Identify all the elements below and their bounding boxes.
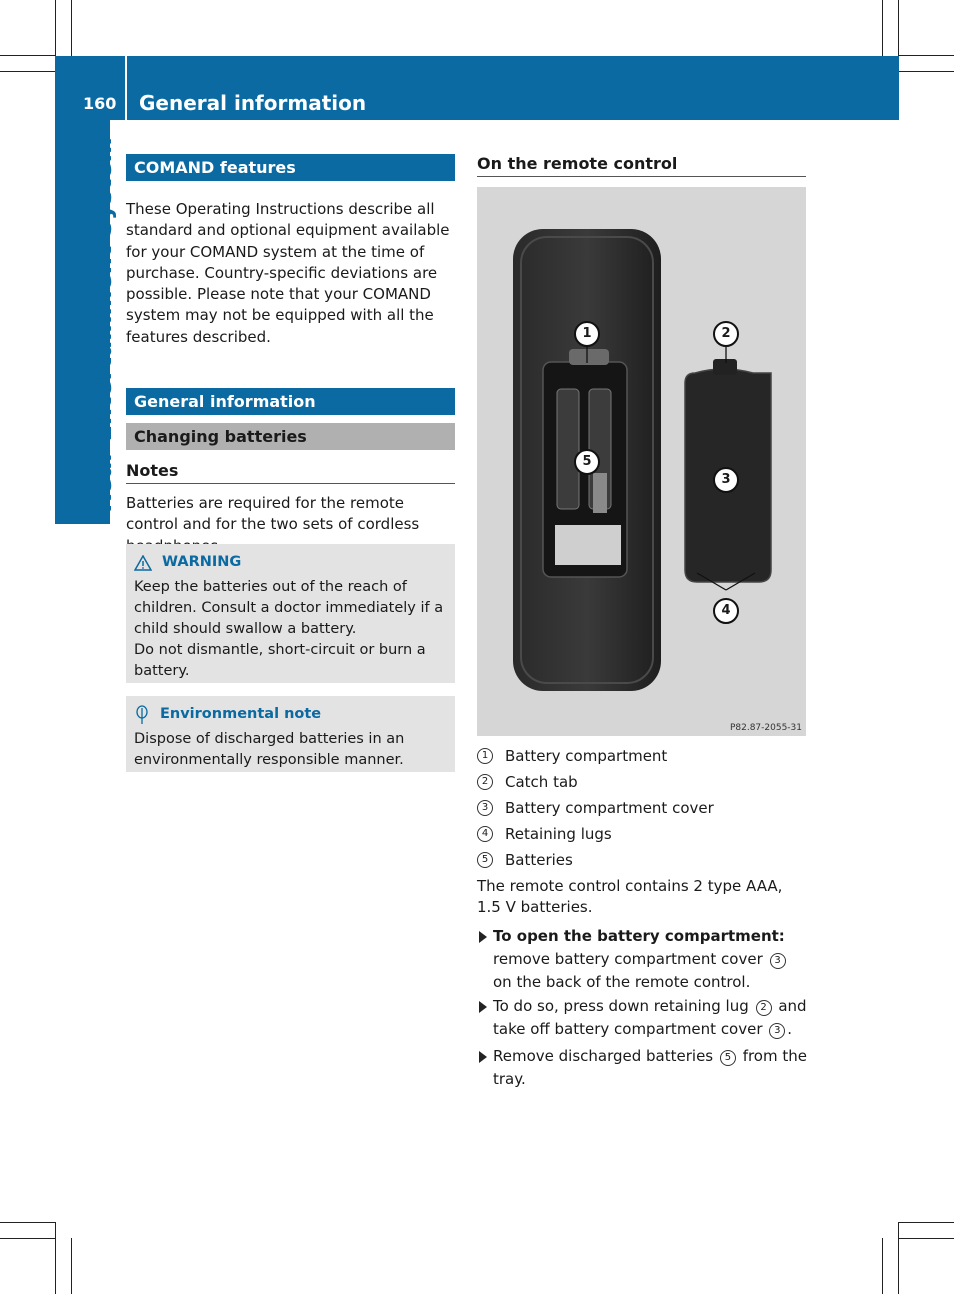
crop-mark	[898, 1222, 899, 1294]
inline-ref: 5	[720, 1050, 736, 1066]
environmental-note-text: Dispose of discharged batteries in an environmentally responsible manner.	[134, 731, 405, 768]
crop-mark	[882, 1238, 883, 1294]
step-text: from the tray.	[493, 1047, 807, 1088]
crop-mark	[71, 0, 72, 56]
crop-mark	[55, 1222, 56, 1294]
inline-ref: 3	[770, 953, 786, 969]
callout-2: 2	[713, 321, 739, 347]
step-title: To open the battery compartment:	[493, 927, 785, 945]
callout-3: 3	[713, 467, 739, 493]
crop-mark	[898, 71, 954, 72]
crop-mark	[898, 55, 954, 56]
legend-text: Battery compartment	[505, 747, 668, 765]
step-press-lug	[477, 995, 807, 1041]
section-bar-general: General information	[126, 388, 455, 415]
section-bar-comand: COMAND features	[126, 154, 455, 181]
crop-mark	[898, 1222, 954, 1223]
warning-label: WARNING	[162, 554, 242, 570]
legend-item	[477, 847, 806, 873]
legend-item	[477, 795, 806, 821]
legend-number: 1	[477, 748, 493, 764]
legend-number: 4	[477, 826, 493, 842]
step-text: .	[787, 1020, 793, 1038]
legend-text: Catch tab	[505, 773, 578, 791]
warning-triangle-icon	[134, 555, 152, 571]
image-code: P82.87-2055-31	[729, 723, 802, 733]
step-arrow-icon	[479, 1051, 487, 1063]
page-title: General information	[139, 91, 367, 115]
legend-number: 5	[477, 852, 493, 868]
step-remove-batteries	[477, 1045, 807, 1091]
section-bar-changing: Changing batteries	[126, 423, 455, 450]
callout-1: 1	[574, 321, 600, 347]
legend-number: 2	[477, 774, 493, 790]
legend-text: Retaining lugs	[505, 825, 612, 843]
crop-mark	[882, 0, 883, 56]
legend-number: 3	[477, 800, 493, 816]
leaf-icon	[134, 705, 150, 725]
battery-type-text: The remote control contains 2 type AAA, 1.5 V batteries.	[477, 877, 783, 917]
warning-box	[126, 544, 455, 683]
crop-mark	[898, 0, 899, 56]
legend-item	[477, 743, 806, 769]
crop-mark	[898, 1238, 954, 1239]
step-arrow-icon	[479, 931, 487, 943]
step-open-compartment	[477, 925, 807, 994]
environmental-note-label: Environmental note	[160, 706, 322, 722]
step-text: To do so, press down retaining lug	[493, 997, 749, 1015]
step-text: and take off battery compartment cover	[493, 997, 807, 1038]
warning-text-1: Keep the batteries out of the reach of children. Consult a doctor immediately if a child should swallow a battery.	[134, 579, 444, 637]
callout-5: 5	[574, 449, 600, 475]
legend-item	[477, 769, 806, 795]
inline-ref: 2	[756, 1000, 772, 1016]
remote-control-illustration	[477, 187, 806, 736]
remote-control-heading: On the remote control	[477, 154, 806, 177]
step-text: remove battery compartment cover	[493, 950, 763, 968]
crop-mark	[0, 71, 56, 72]
comand-description: These Operating Instructions describe all standard and optional equipment available for your COMAND system at the time of purchase. Country-specific deviations are possible. Please note that your COMAND system may not be equipped with all the features described.	[126, 200, 450, 346]
step-text: Remove discharged batteries	[493, 1047, 714, 1065]
environmental-note-box	[126, 696, 455, 772]
legend-text: Batteries	[505, 851, 573, 869]
crop-mark	[0, 1238, 56, 1239]
legend-text: Battery compartment cover	[505, 799, 714, 817]
callout-4: 4	[713, 598, 739, 624]
notes-heading: Notes	[126, 461, 455, 484]
step-text: on the back of the remote control.	[493, 973, 751, 991]
side-tab-label: Rear Entertainment System	[89, 137, 117, 513]
header-divider	[125, 56, 127, 120]
inline-ref: 3	[769, 1023, 785, 1039]
page-header	[55, 56, 899, 120]
crop-mark	[71, 1238, 72, 1294]
notes-text: Batteries are required for the remote control and for the two sets of cordless	[126, 494, 420, 534]
warning-text-2: Do not dismantle, short-circuit or burn a battery.	[134, 642, 426, 679]
remote-control-photo	[477, 187, 806, 736]
crop-mark	[0, 1222, 56, 1223]
crop-mark	[55, 0, 56, 56]
callout-legend	[477, 743, 806, 873]
page-number: 160	[83, 94, 117, 113]
crop-mark	[0, 55, 56, 56]
legend-item	[477, 821, 806, 847]
step-arrow-icon	[479, 1001, 487, 1013]
